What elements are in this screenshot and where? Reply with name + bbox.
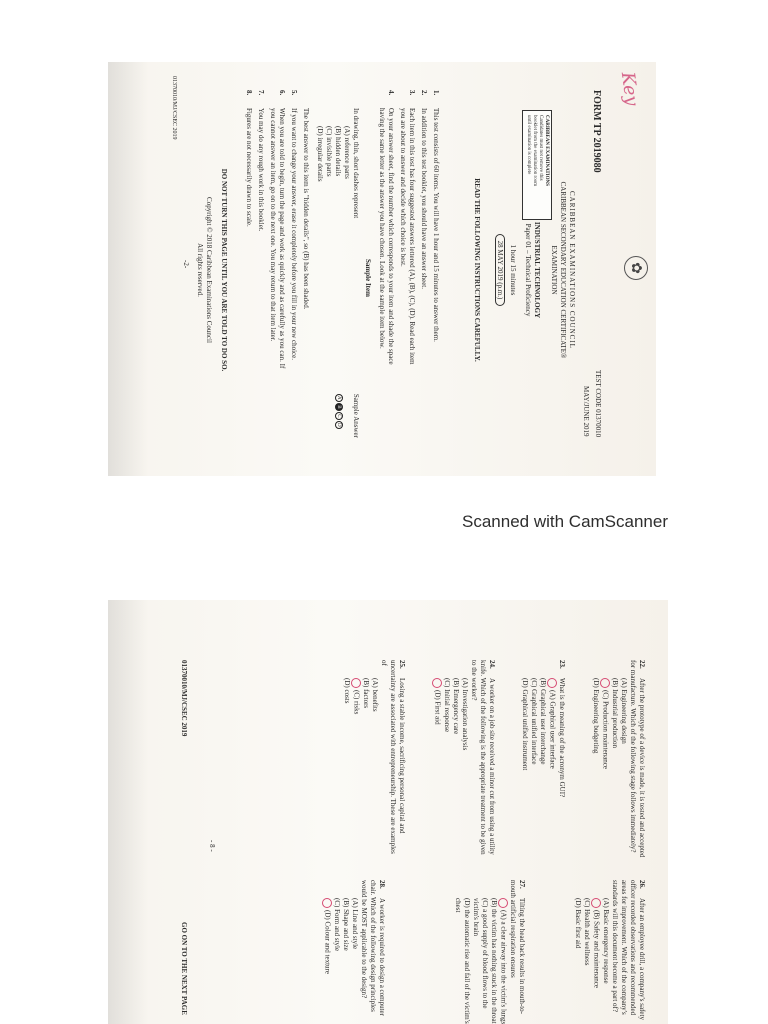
camscanner-caption: Scanned with CamScanner	[462, 512, 669, 531]
do-not-turn-notice: DO NOT TURN THIS PAGE UNTIL YOU ARE TOLD TO DO SO.	[220, 168, 228, 372]
pen-circle-icon	[591, 898, 601, 908]
exam-label: EXAMINATION	[550, 245, 558, 295]
scan-shadow	[108, 600, 148, 1024]
cxc-logo-icon: ✿	[624, 256, 648, 280]
scanned-page-1	[108, 62, 656, 476]
answer-option-circled: (C) risks	[351, 660, 361, 860]
answer-option: (A) Line and style	[351, 898, 359, 950]
page-number: -2-	[182, 260, 190, 269]
answer-oval-filled: B	[335, 403, 343, 411]
stamp-line: booklet from the examination room	[532, 115, 537, 187]
sample-option: (D) irregular details	[316, 126, 324, 182]
pen-circle-icon	[432, 678, 442, 688]
further-instructions	[244, 90, 310, 460]
handwritten-key-annotation: Key	[616, 70, 643, 108]
page1-rotated-content	[128, 70, 648, 470]
answer-option: (B) Emergency care	[452, 678, 460, 735]
sample-answer-ovals	[333, 394, 351, 438]
sample-option: (A) reference parts	[343, 126, 351, 179]
answer-option-circled: (A) a clear airway into the victim's lungs	[498, 880, 508, 1024]
title-block	[472, 130, 576, 410]
instruction-line: 3.Each item in this test has four suggested answers lettered (A), (B), (C), (D). Read each item	[408, 90, 416, 365]
pen-circle-icon	[322, 898, 332, 908]
answer-option-circled: (D) Colour and texture	[322, 880, 332, 1024]
question-stem: 23.What is the meaning of the acronym GUI?	[558, 660, 566, 798]
question-stem: 25.Losing a stable income, sacrificing personal capital and uncertainty are associated with entrepreneurship. These are examples of	[380, 660, 406, 854]
instruction-line: 5.If you want to change your answer, erase it completely before you fill in your new choice.	[290, 90, 298, 361]
form-code: FORM TP 2019080	[591, 90, 602, 173]
question-23	[520, 660, 566, 860]
sample-option: (C) invisible parts	[325, 126, 333, 177]
certificate-name: CARIBBEAN SECONDARY EDUCATION CERTIFICATE®	[559, 181, 567, 359]
answer-option: (C) Initial response	[443, 678, 451, 733]
footer-code: 01370010/MJ/CSEC 2019	[171, 76, 177, 140]
instruction-line: 2.In addition to this test booklet, you should have an answer sheet.	[420, 90, 428, 289]
question-stem: 24.A worker on a job site received a minor cut from using a utility knife. Which of the following is the appropriate treatment to be given to the worker?	[470, 660, 496, 855]
answer-option: (A) Investigation analysis	[461, 678, 469, 751]
question-26	[573, 880, 646, 1024]
page2-rotated-content	[156, 660, 656, 1024]
answer-option-circled: (C) Production maintenance	[600, 660, 610, 860]
question-stem: 27.Tilting the head back results in mouth-to-mouth artificial respiration ensures	[509, 880, 526, 1015]
instruction-line: 8.Figures are not necessarily drawn to scale.	[245, 90, 253, 227]
pen-circle-icon	[547, 678, 557, 688]
instruction-line: you cannot answer an item, go on to the next one. You may return to that item later.	[269, 108, 277, 342]
footer-block	[195, 110, 228, 430]
question-stem: 28.A worker is required to design a computer chair. Which of the following design principles would be MOST applicable to the design?	[360, 880, 386, 1016]
question-25	[342, 660, 406, 860]
answer-option: (C) Health and wellness	[583, 898, 591, 966]
copyright: Copyright © 2018 Caribbean Examinations Council	[205, 197, 213, 343]
answer-option: (B) factors	[362, 678, 370, 709]
instruction-line: 1.This test consists of 60 items. You will have 1 hour and 15 minutes to answer them.	[432, 90, 440, 342]
question-27	[453, 880, 526, 1024]
answer-oval: D	[335, 421, 343, 429]
pen-circle-icon	[498, 898, 508, 908]
pen-circle-icon	[600, 678, 610, 688]
sample-item	[315, 108, 372, 448]
rights: All rights reserved.	[196, 243, 204, 297]
answer-option: (B) Shape and size	[342, 898, 350, 951]
question-24	[432, 660, 496, 860]
answer-option: (B) Industrial production	[611, 678, 619, 748]
answer-option: (D) Basic first aid	[574, 898, 582, 949]
instruction-line: 6.When you are told to begin, turn the page and work as quickly and as carefully as you can. If	[278, 90, 286, 369]
answer-option: (D) Engineering budgeting	[592, 678, 600, 754]
answer-option: (A) Basic emergency response	[602, 898, 610, 984]
answer-option: (A) benefits	[371, 678, 379, 712]
page-number: - 8 -	[208, 840, 216, 852]
subject-title: INDUSTRIAL TECHNOLOGY	[533, 221, 541, 319]
exam-date-text: 28 MAY 2019 (p.m.)	[495, 234, 505, 307]
answer-option: (A) Engineering design	[620, 678, 628, 744]
stamp-line: until examination is complete	[526, 115, 531, 175]
answer-option: (B) Graphical user interchange	[539, 678, 547, 765]
instruction-line: having the same letter as the answer you have chosen. Look at the sample item below.	[378, 108, 386, 349]
instructions-heading: READ THE FOLLOWING INSTRUCTIONS CAREFULLY.	[473, 178, 481, 362]
instruction-line: 4.On your answer sheet, find the number which corresponds to your item and shade the space	[387, 90, 395, 365]
answer-option: (B) the victim has nothing stuck in the throat	[490, 898, 498, 1024]
answer-option: (C) a good supply of blood flows to the victim's brain	[472, 898, 489, 1009]
sample-question: In drawing, thin, short dashes represent	[352, 108, 360, 219]
duration: 1 hour 15 minutes	[509, 244, 517, 296]
answer-oval: A	[335, 394, 343, 402]
answer-option: (D) costs	[343, 678, 351, 704]
instructions-list	[377, 90, 440, 460]
answer-option-circled: (D) First aid	[432, 660, 442, 860]
question-22	[591, 660, 646, 860]
instruction-line: 7.You may do any rough work in this booklet.	[257, 90, 265, 232]
footer-code: 01370010/MJ/CSEC 2019	[180, 660, 188, 737]
paper-title: Paper 01 – Technical Proficiency	[524, 223, 532, 317]
answer-option: (D) the automatic rise and fall of the victim's chest	[454, 898, 471, 1024]
test-code: TEST CODE 01370010	[594, 370, 602, 438]
answer-oval: C	[335, 412, 343, 420]
sample-option: (B) hidden details	[334, 126, 342, 177]
stamp-line: Candidates must not remove this	[538, 115, 543, 181]
answer-option: (C) Graphical unified interface	[530, 678, 538, 765]
sample-answer	[333, 394, 360, 438]
go-on-notice: GO ON TO THE NEXT PAGE	[180, 922, 188, 1015]
question-stem: 22.After the prototype of a device is made, it is tested and accepted for manufacture. Which of the following stage follows immediately?	[629, 660, 646, 858]
scanned-page-2	[108, 600, 668, 1024]
pen-circle-icon	[351, 678, 361, 688]
instruction-line: you are about to answer and decide which choice is best.	[399, 108, 407, 267]
sample-answer-label: Sample Answer	[352, 393, 360, 438]
council-name: CARIBBEAN EXAMINATIONS COUNCIL	[568, 191, 576, 349]
instruction-line: The best answer to this item is "hidden details", so (B) has been shaded.	[302, 108, 310, 310]
sample-item-label: Sample Item	[364, 259, 372, 297]
question-28	[322, 880, 386, 1024]
date-header: MAY/JUNE 2019	[582, 386, 590, 437]
answer-option: (D) Graphical unified instrument	[521, 678, 529, 771]
answer-option-circled: (A) Graphical user interface	[547, 660, 557, 860]
answer-option-circled: (B) Safety and maintenance	[591, 880, 601, 1024]
stamp-line: CARIBBEAN EXAMINATIONS	[544, 115, 549, 186]
answer-option: (C) Form and style	[333, 898, 341, 952]
exam-date	[495, 130, 504, 410]
question-stem: 26.After an employee drill, a company's safety officer recorded observations and recommended areas for improvement. Which of the company's standards will this document become a part of?	[611, 880, 646, 1020]
